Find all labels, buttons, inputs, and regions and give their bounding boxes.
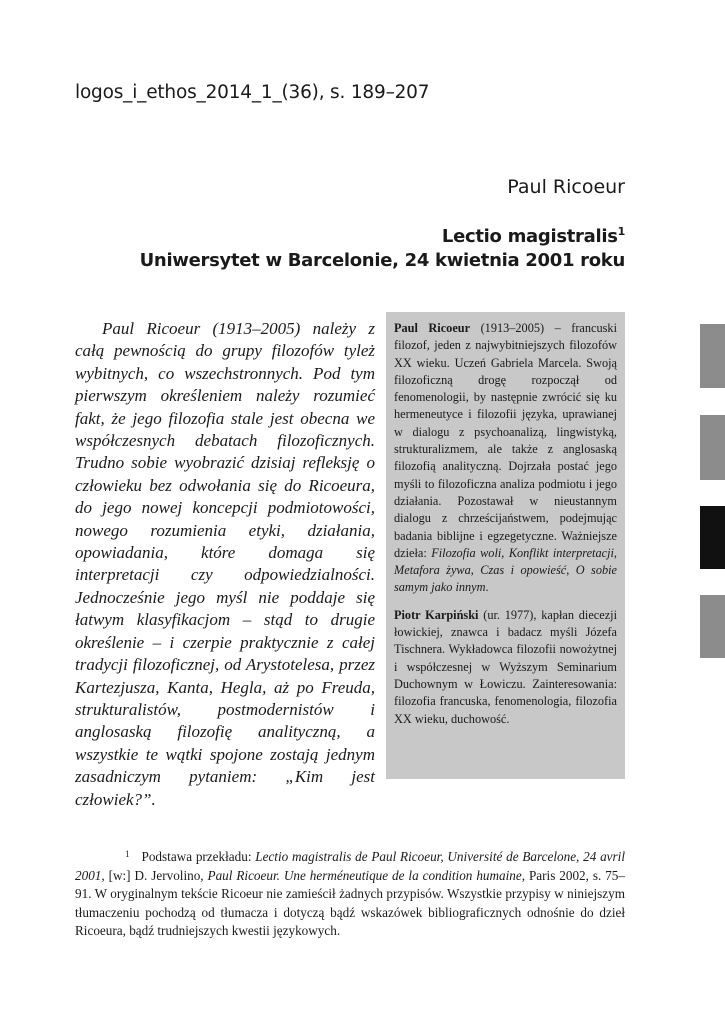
- translator-bio-name: Piotr Karpiński: [394, 607, 479, 622]
- separator: ,: [613, 545, 617, 560]
- article-title-block: [140, 220, 625, 273]
- work-title: O sobie samym jako innym: [394, 563, 617, 595]
- separator: ,: [470, 563, 481, 578]
- section-tab-4[interactable]: [700, 595, 725, 658]
- footnote-lead: Podstawa przekładu:: [141, 849, 256, 864]
- intro-paragraph: Paul Ricoeur (1913–2005) należy z całą pewnością do grupy filozofów tyleż wybitnych, co wszechstronnych. Pod tym pierwszym określeniem należy rozumieć fakt, że jego filozofia stale jest obecna we współczesnych debatach filozoficznych. Trudno sobie wyobrazić dzisiaj refleksję o człowieku bez odwołania się do Ricoeura, do jego nowej koncepcji podmiotowości, nowego rozumienia etyki, działania, opowiadania, które domaga się interpretacji czy odpowiedzialności. Jednocześnie jego myśl nie poddaje się łatwym klasyfikacjom – stąd to drugie określenie – i czerpie praktycznie z całej tradycji filozoficznej, od Arystotelesa, przez Kartezjusza, Kanta, Hegla, aż po Freuda, strukturalistów, postmodernistów i anglosaską filozofię analityczną, a wszystkie te wątki spojone zostają jednym zasadniczym pytaniem: „Kim jest człowiek?”.: [75, 319, 375, 809]
- author-bio-name: Paul Ricoeur: [394, 321, 471, 335]
- work-title: Metafora żywa: [394, 563, 471, 578]
- biography-box: [386, 312, 625, 779]
- footnote-number: 1: [125, 849, 130, 859]
- footnote-source-title: Lectio magistralis de Paul Ricoeur, Université de Barcelone, 24 avril 2001: [75, 849, 625, 883]
- work-title: Filozofia woli: [431, 545, 502, 560]
- footnote-rest: , Paris 2002, s. 75–91. W oryginalnym tekście Ricoeur nie zamieścił żadnych przypisów. Wszystkie przypisy w niniejszym tłumaczeniu pochodzą od tłumacza i dotyczą bądź wskazówek bibliograficznych odnośnie do dzieł Ricoeura, bądź trudniejszych kwestii językowych.: [75, 867, 625, 939]
- footnote-block: [75, 845, 625, 941]
- separator: .: [485, 580, 489, 595]
- footnote-ref[interactable]: 1: [617, 225, 625, 238]
- footnote-mid: , [w:] D. Jervolino,: [101, 867, 208, 883]
- article-title-text: Lectio magistralis: [441, 226, 618, 247]
- separator: ,: [501, 545, 509, 560]
- translator-bio: [394, 607, 617, 728]
- article-title: [140, 220, 625, 249]
- footnote-book-title: Paul Ricoeur. Une herméneutique de la condition humaine: [207, 867, 522, 883]
- author-bio: [394, 320, 617, 597]
- journal-citation: logos_i_ethos_2014_1_(36), s. 189–207: [75, 82, 430, 103]
- section-tab-3-active[interactable]: [700, 506, 725, 569]
- footnote: [75, 845, 625, 941]
- translator-bio-text: (ur. 1977), kapłan diecezji łowickiej, znawca i badacz myśli Józefa Tischnera. Wykładowca filozofii nowożytnej i współczesnej w Wyższym Seminarium Duchownym w Łowiczu. Zainteresowania: filozofia francuska, fenomenologia, filozofia XX wieku, duchowość.: [394, 607, 617, 726]
- separator: ,: [566, 563, 576, 578]
- article-subtitle: Uniwersytet w Barcelonie, 24 kwietnia 2001 roku: [139, 250, 625, 271]
- intro-paragraph-block: [75, 318, 375, 811]
- work-title: Czas i opowieść: [480, 563, 567, 578]
- section-tab-2[interactable]: [700, 415, 725, 480]
- author-bio-text: (1913–2005) – francuski filozof, jeden z najwybitniejszych filozofów XX wieku. Uczeń Gabriela Marcela. Swoją filozoficzną drogę rozpoczął od fenomenologii, by następnie zwrócić się ku hermeneutyce i filozofii języka, uprawianej w dialogu z psychoanalizą, lingwistyką, strukturalizmem, ale także z anglosaską filozofią analityczną. Dojrzała postać jego myśli to filozoficzna analiza podmiotu i jego działania. Pozostawał w nieustannym dialogu z chrześcijaństwem, podejmując badania biblijne i egzegetyczne. Ważniejsze dzieła:: [394, 321, 617, 560]
- article-author: Paul Ricoeur: [507, 176, 625, 198]
- section-tab-1[interactable]: [700, 324, 725, 388]
- work-title: Konflikt interpretacji: [508, 545, 614, 560]
